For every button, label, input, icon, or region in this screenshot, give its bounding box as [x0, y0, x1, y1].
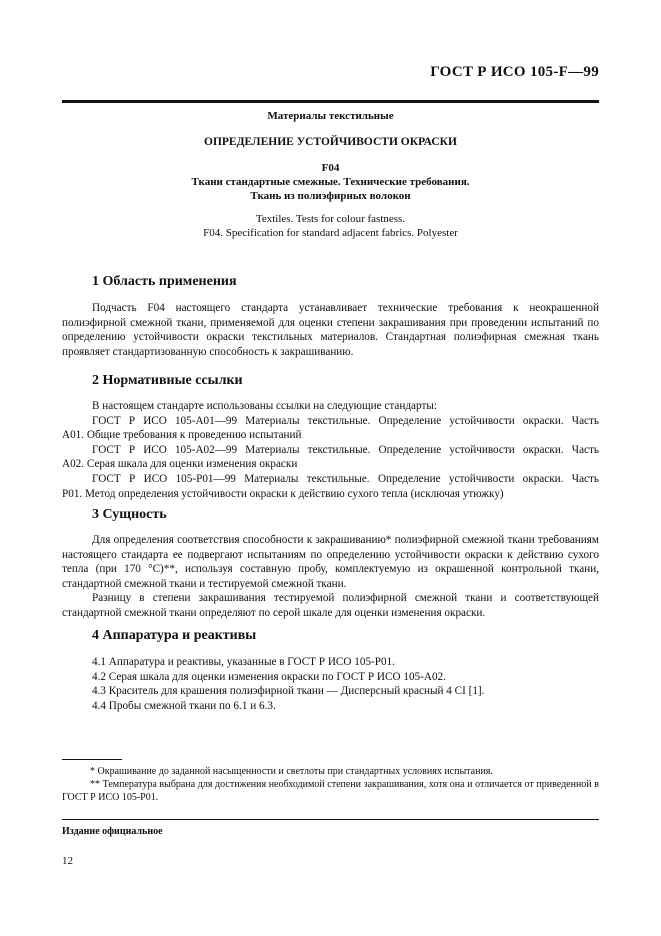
reference-2-line1: ГОСТ Р ИСО 105-А02—99 Материалы текстильные. Определение устойчивости окраски. Часть: [92, 443, 599, 456]
reference-2-line2: А02. Серая шкала для оценки изменения окраски: [62, 458, 298, 471]
section-3-body: [62, 533, 599, 621]
page-number: 12: [62, 855, 73, 867]
section-1-heading: 1 Область применения: [92, 274, 237, 289]
list-item: 4.2 Серая шкала для оценки изменения окраски по ГОСТ Р ИСО 105-А02.: [92, 670, 446, 683]
footnote-rule: [62, 759, 122, 760]
title-subtitle-line1: Ткани стандартные смежные. Технические требования.: [191, 176, 470, 188]
section-2-intro: В настоящем стандарте использованы ссылки на следующие стандарты:: [92, 400, 437, 412]
section-4-list: [92, 655, 599, 713]
reference-3-line2: Р01. Метод определения устойчивости окраски к действию сухого тепла (исключая утюжку): [62, 487, 504, 500]
section-2-body: [62, 399, 599, 501]
section-2-heading: 2 Нормативные ссылки: [92, 373, 243, 388]
reference-3-line1: ГОСТ Р ИСО 105-Р01—99 Материалы текстильные. Определение устойчивости окраски. Часть: [92, 472, 599, 485]
header-rule: [62, 100, 599, 103]
section-3-heading: 3 Сущность: [92, 507, 167, 522]
standard-code: ГОСТ Р ИСО 105-F—99: [430, 64, 599, 80]
list-item: 4.3 Краситель для крашения полиэфирной ткани — Дисперсный красный 4 CI [1].: [92, 685, 485, 698]
title-subtitle-line2: Ткань из полиэфирных волокон: [250, 190, 411, 202]
section-4-heading: 4 Аппаратура и реактивы: [92, 628, 257, 643]
section-1-body: [62, 301, 599, 359]
reference-1-line2: А01. Общие требования к проведению испытаний: [62, 429, 302, 442]
list-item: 4.4 Пробы смежной ткани по 6.1 и 6.3.: [92, 699, 276, 712]
title-english-line1: Textiles. Tests for colour fastness.: [255, 213, 406, 225]
title-main: ОПРЕДЕЛЕНИЕ УСТОЙЧИВОСТИ ОКРАСКИ: [204, 136, 457, 148]
list-item: 4.1 Аппаратура и реактивы, указанные в ГОСТ Р ИСО 105-Р01.: [92, 656, 395, 668]
section-1-paragraph: Подчасть F04 настоящего стандарта устанавливает технические требования к неокрашенной полиэфирной смежной ткани, применяемой для оценки степени закрашивания при проведении испытаний по определению устойчивости окраски текстильных материалов. Стандартная полиэфирная смежная ткань проявляет стандартизованную способность к закрашиванию.: [62, 302, 599, 358]
footer-rule: [62, 819, 599, 820]
title-part: F04: [321, 162, 340, 174]
section-3-paragraph-1: Для определения соответствия способности к закрашиванию* полиэфирной смежной ткани требованиям настоящего стандарта ее подвергают испытаниям по определению устойчивости окраски к действию сухого тепла (при 170 °С)**, используя составную пробу, комплектуемую из окрашенной контрольной ткани, стандартной смежной ткани и тестируемой смежной ткани.: [62, 534, 599, 590]
footnotes: [62, 765, 599, 804]
section-3-paragraph-2: Разницу в степени закрашивания тестируемой полиэфирной смежной ткани и соответствующей стандартной смежной ткани определяют по серой шкале для оценки изменения окраски.: [62, 592, 599, 619]
reference-1-line1: ГОСТ Р ИСО 105-А01—99 Материалы текстильные. Определение устойчивости окраски. Часть: [92, 414, 599, 427]
footnote-1: * Окрашивание до заданной насыщенности и светлоты при стандартных условиях испытания.: [90, 766, 493, 777]
title-category: Материалы текстильные: [267, 110, 394, 122]
edition-label: Издание официальное: [62, 826, 163, 837]
footnote-2: ** Температура выбрана для достижения необходимой степени закрашивания, хотя она и отличается от приведенной в ГОСТ Р ИСО 105-Р01.: [62, 779, 599, 803]
title-english-line2: F04. Specification for standard adjacent fabrics. Polyester: [203, 227, 458, 239]
